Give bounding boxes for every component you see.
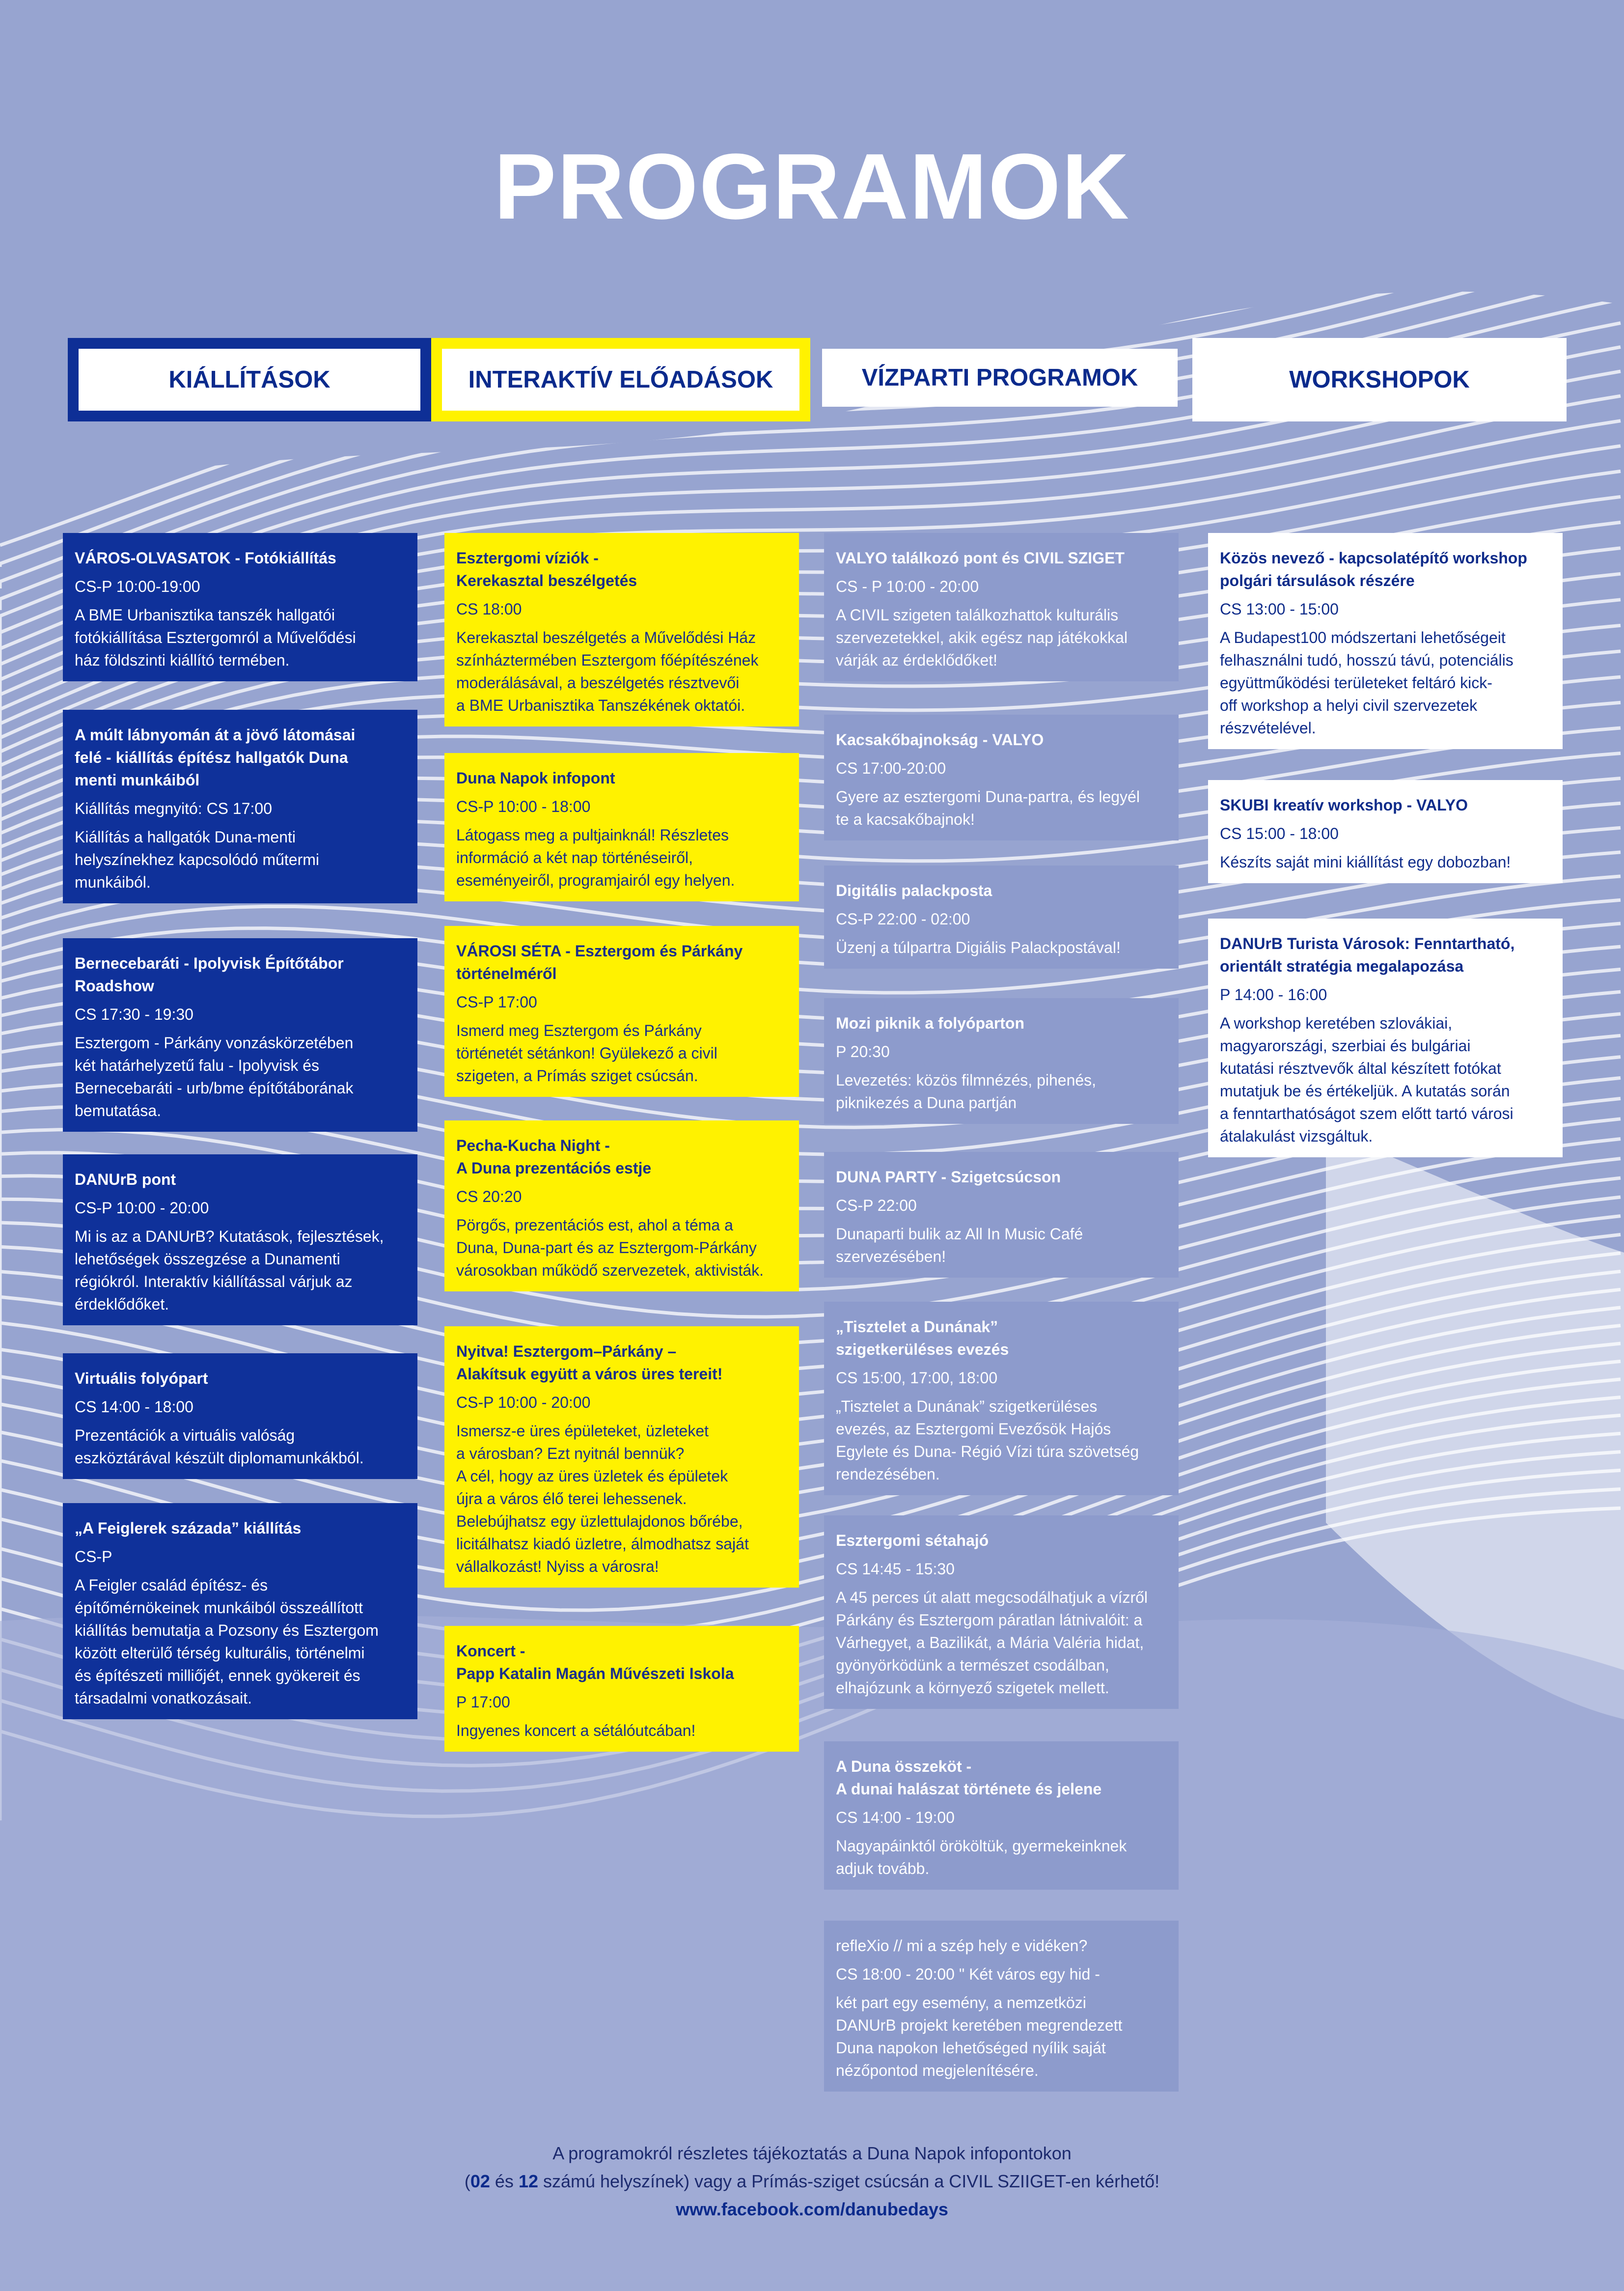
- program-card-vizparti: [824, 1921, 1179, 2092]
- program-title: Bernecebaráti - Ipolyvisk Építőtábor Roadshow: [75, 954, 344, 995]
- program-title: Esztergomi víziók - Kerekasztal beszélgetés: [456, 549, 637, 589]
- program-time: CS 18:00 - 20:00 " Két város egy hid -: [836, 1965, 1100, 1983]
- program-card-vizparti: [824, 998, 1179, 1124]
- footer-paren: (: [464, 2171, 470, 2191]
- program-description: „Tisztelet a Dunának” szigetkerüléses evezés, az Esztergomi Evezősök Hajós Egylete és Duna- Régió Vízi túra szövetség rendezésében.: [836, 1397, 1139, 1483]
- program-time: CS 20:20: [456, 1188, 522, 1205]
- program-description: Ismerd meg Esztergom és Párkány történetét sétánkon! Gyülekező a civil szigeten, a Prímás sziget csúcsán.: [456, 1022, 717, 1085]
- program-card-vizparti: [824, 866, 1179, 969]
- program-description: A Budapest100 módszertani lehetőségeit felhasználni tudó, hosszú távú, potenciális együttműködési területeket feltáró kick- off workshop a helyi civil szervezetek részvételével.: [1220, 629, 1514, 737]
- program-description: Látogass meg a pultjainknál! Részletes információ a két nap történéseiről, eseményeiről, programjairól egy helyen.: [456, 826, 735, 889]
- program-card-kiallitasok: [63, 1503, 417, 1719]
- footer-location-number-1: 02: [470, 2171, 490, 2191]
- footer-line-1: A programokról részletes tájékoztatás a Duna Napok infopontokon: [552, 2143, 1072, 2163]
- program-title: VALYO találkozó pont és CIVIL SZIGET: [836, 549, 1125, 567]
- program-description: Mi is az a DANUrB? Kutatások, fejlesztések, lehetőségek összegzése a Dunamenti régiókról. Interaktív kiállítással várjuk az érdeklődőket.: [75, 1228, 384, 1313]
- footer-location-number-2: 12: [518, 2171, 538, 2191]
- program-title: Virtuális folyópart: [75, 1369, 208, 1387]
- program-time: CS-P 22:00: [836, 1197, 917, 1214]
- program-title: DANUrB Turista Városok: Fenntartható, orientált stratégia megalapozása: [1220, 935, 1515, 975]
- program-description: két part egy esemény, a nemzetközi DANUrB projekt keretében megrendezett Duna napokon lehetőséged nyílik saját nézőpontod megjelenítésére.: [836, 1994, 1123, 2079]
- program-time: CS 13:00 - 15:00: [1220, 600, 1339, 618]
- program-time: CS 14:00 - 18:00: [75, 1398, 193, 1416]
- program-card-interaktiv: [444, 926, 799, 1097]
- program-title: Koncert - Papp Katalin Magán Művészeti Iskola: [456, 1642, 734, 1682]
- program-card-interaktiv: [444, 1120, 799, 1291]
- program-description: A CIVIL szigeten találkozhattok kulturális szervezetekkel, akik egész nap játékokkal várják az érdeklődőket!: [836, 606, 1128, 669]
- program-time: CS-P 10:00 - 20:00: [456, 1394, 591, 1411]
- program-title: Mozi piknik a folyóparton: [836, 1014, 1025, 1032]
- program-description: Ingyenes koncert a sétálóutcában!: [456, 1722, 696, 1739]
- program-time: CS-P: [75, 1548, 112, 1565]
- program-title: Esztergomi sétahajó: [836, 1532, 989, 1549]
- program-description: Levezetés: közös filmnézés, pihenés, piknikezés a Duna partján: [836, 1071, 1097, 1112]
- footer-line-2: [0, 2167, 1624, 2195]
- header-vizparti-programok: VÍZPARTI PROGRAMOK: [822, 349, 1178, 407]
- program-title: Nyitva! Esztergom–Párkány – Alakítsuk együtt a város üres tereit!: [456, 1342, 723, 1383]
- program-description: Dunaparti bulik az All In Music Café szervezésében!: [836, 1225, 1083, 1265]
- program-title: refleXio // mi a szép hely e vidéken?: [836, 1937, 1088, 1955]
- program-description: Üzenj a túlpartra Digiális Palackpostával!: [836, 939, 1121, 956]
- program-time: CS - P 10:00 - 20:00: [836, 578, 979, 595]
- program-title: DANUrB pont: [75, 1171, 176, 1188]
- program-time: CS 15:00, 17:00, 18:00: [836, 1369, 998, 1387]
- program-description: Ismersz-e üres épületeket, üzleteket a városban? Ezt nyitnál bennük? A cél, hogy az üres üzletek és épületek újra a város élő terei lehessenek. Belebújhatsz egy üzlettulajdonos bőrébe, licitálhatsz kiadó üzletre, álmodhatsz saját vállalkozást! Nyiss a városra!: [456, 1422, 749, 1575]
- program-title: DUNA PARTY - Szigetcsúcson: [836, 1168, 1061, 1186]
- program-title: A Duna összeköt - A dunai halászat története és jelene: [836, 1758, 1102, 1798]
- header-workshopok: WORKSHOPOK: [1192, 338, 1567, 421]
- program-card-kiallitasok: [63, 1154, 417, 1325]
- program-time: CS 14:45 - 15:30: [836, 1560, 955, 1578]
- header-kiallitasok: KIÁLLÍTÁSOK: [68, 338, 431, 421]
- program-card-workshopok: [1208, 919, 1563, 1157]
- program-time: CS-P 10:00-19:00: [75, 578, 200, 595]
- program-card-kiallitasok: [63, 1353, 417, 1479]
- program-time: CS-P 17:00: [456, 993, 537, 1011]
- page-title: PROGRAMOK: [494, 135, 1130, 239]
- footer-and: és: [490, 2171, 519, 2191]
- footer: [0, 2139, 1624, 2223]
- program-description: A workshop keretében szlovákiai, magyarországi, szerbiai és bulgáriai kutatási résztvevők által készített fotókat mutatjuk be és értékeljük. A kutatás során a fenntarthatóságot szem előtt tartó városi átalakulást vizsgáltuk.: [1220, 1014, 1514, 1145]
- program-description: Kiállítás a hallgatók Duna-menti helyszínekhez kapcsolódó műtermi munkáiból.: [75, 828, 320, 891]
- program-description: Esztergom - Párkány vonzáskörzetében két határhelyzetű falu - Ipolyvisk és Bernecebaráti - urb/bme építőtáborának bemutatása.: [75, 1034, 354, 1119]
- program-time: CS 17:30 - 19:30: [75, 1006, 193, 1023]
- program-title: „Tisztelet a Dunának” szigetkerüléses evezés: [836, 1318, 1009, 1358]
- program-card-kiallitasok: [63, 710, 417, 903]
- facebook-link[interactable]: www.facebook.com/danubedays: [676, 2199, 948, 2219]
- program-description: A BME Urbanisztika tanszék hallgatói fotókiállítása Esztergomról a Művelődési ház földszinti kiállító termében.: [75, 606, 356, 669]
- program-title: Digitális palackposta: [836, 882, 992, 899]
- program-card-vizparti: [824, 533, 1179, 681]
- program-card-kiallitasok: [63, 938, 417, 1132]
- program-card-vizparti: [824, 1302, 1179, 1495]
- program-description: Gyere az esztergomi Duna-partra, és legyél te a kacsakőbajnok!: [836, 788, 1140, 828]
- program-time: CS 15:00 - 18:00: [1220, 825, 1339, 842]
- program-title: VÁROSI SÉTA - Esztergom és Párkány történelméről: [456, 942, 743, 982]
- program-description: Kerekasztal beszélgetés a Művelődési Ház színháztermében Esztergom főépítészének moderálásával, a beszélgetés résztvevői a BME Urbanisztika Tanszékének oktatói.: [456, 629, 759, 714]
- program-description: Nagyapáinktól örököltük, gyermekeinknek adjuk tovább.: [836, 1837, 1127, 1877]
- program-description: A 45 perces út alatt megcsodálhatjuk a vízről Párkány és Esztergom páratlan látnivalóit: a Várhegyet, a Bazilikát, a Mária Valéria hidat, gyönyörködünk a természet csodálban, elhajózunk a környező szigetek mellett.: [836, 1589, 1148, 1697]
- program-title: „A Feiglerek százada” kiállítás: [75, 1519, 302, 1537]
- program-time: CS 14:00 - 19:00: [836, 1809, 955, 1826]
- program-card-vizparti: [824, 715, 1179, 840]
- program-card-vizparti: [824, 1741, 1179, 1890]
- program-time: Kiállítás megnyitó: CS 17:00: [75, 800, 272, 817]
- program-title: A múlt lábnyomán át a jövő látomásai felé - kiállítás építész hallgatók Duna menti munkáiból: [75, 726, 356, 789]
- program-card-workshopok: [1208, 780, 1563, 883]
- footer-line-2-rest: számú helyszínek) vagy a Prímás-sziget csúcsán a CIVIL SZIIGET-en kérhető!: [538, 2171, 1160, 2191]
- program-card-vizparti: [824, 1152, 1179, 1278]
- program-title: Közös nevező - kapcsolatépítő workshop polgári társulások részére: [1220, 549, 1527, 589]
- program-time: P 20:30: [836, 1043, 890, 1061]
- program-time: CS-P 10:00 - 20:00: [75, 1199, 209, 1217]
- program-title: Kacsakőbajnokság - VALYO: [836, 731, 1044, 749]
- program-card-interaktiv: [444, 533, 799, 726]
- program-description: Prezentációk a virtuális valóság eszköztárával készült diplomamunkákból.: [75, 1426, 364, 1467]
- program-time: P 14:00 - 16:00: [1220, 986, 1327, 1004]
- program-time: CS 18:00: [456, 600, 522, 618]
- program-time: CS-P 22:00 - 02:00: [836, 910, 970, 928]
- program-card-interaktiv: [444, 1326, 799, 1588]
- header-interaktiv-eloadasok: INTERAKTÍV ELŐADÁSOK: [431, 338, 810, 421]
- program-description: Készíts saját mini kiállítást egy dobozban!: [1220, 853, 1511, 871]
- program-card-kiallitasok: [63, 533, 417, 681]
- program-title: Pecha-Kucha Night - A Duna prezentációs estje: [456, 1137, 652, 1177]
- program-time: P 17:00: [456, 1693, 510, 1711]
- program-description: A Feigler család építész- és építőmérnökeinek munkáiból összeállított kiállítás bemutatja a Pozsony és Esztergom között elterülő térség kulturális, történelmi és építészeti milliőjét, ennek gyökereit és társadalmi vonatkozásait.: [75, 1576, 379, 1707]
- program-title: VÁROS-OLVASATOK - Fotókiállítás: [75, 549, 336, 567]
- program-card-vizparti: [824, 1515, 1179, 1709]
- program-card-workshopok: [1208, 533, 1563, 749]
- program-title: Duna Napok infopont: [456, 769, 615, 787]
- white-wave-shape-top: [0, 0, 1624, 501]
- program-time: CS 17:00-20:00: [836, 759, 946, 777]
- program-card-interaktiv: [444, 753, 799, 901]
- program-description: Pörgős, prezentációs est, ahol a téma a Duna, Duna-part és az Esztergom-Párkány városokban működő szervezetek, aktivisták.: [456, 1216, 764, 1279]
- program-card-interaktiv: [444, 1626, 799, 1752]
- program-time: CS-P 10:00 - 18:00: [456, 798, 591, 815]
- program-title: SKUBI kreatív workshop - VALYO: [1220, 796, 1468, 814]
